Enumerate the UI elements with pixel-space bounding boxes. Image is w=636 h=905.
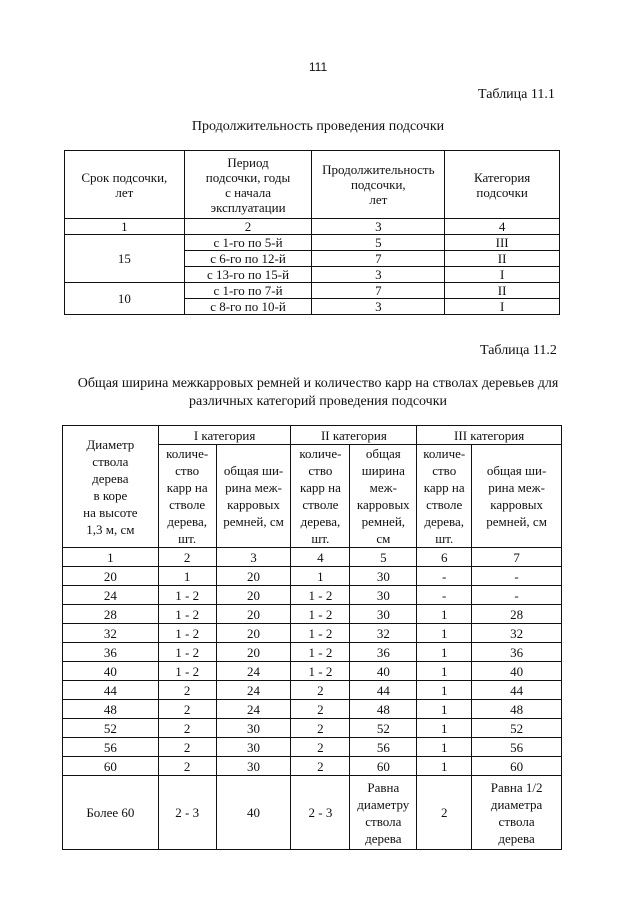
header-line: общая ши- [486,463,547,478]
c2-width-cell [350,776,417,850]
table-row [63,757,562,776]
period-cell: с 8-го по 10-й [184,299,312,315]
column-number: 1 [63,548,159,567]
term-cell: 15 [65,235,185,283]
header-c1-count [158,445,216,548]
duration-table [64,150,560,315]
table-row [63,567,562,586]
c1-width-cell: 24 [216,681,291,700]
header-c3-count [417,445,472,548]
header-line: 1,3 м, см [86,521,135,537]
category-cell: I [445,267,560,283]
title-line: различных категорий проведения подсочки [188,394,448,409]
table1-title: Продолжительность проведения подсочки [191,119,445,134]
c2-count-cell: 1 - 2 [291,624,350,643]
diameter-cell: 32 [63,624,159,643]
c1-width-cell: 20 [216,624,291,643]
c2-width-cell: 56 [350,738,417,757]
table1-label: Таблица 11.1 [478,87,555,102]
c3-width-cell: 36 [472,643,562,662]
cell-line: ствола [498,813,535,829]
cell-line: Равна 1/2 [490,779,543,795]
header-line: дерева, [167,514,207,529]
header-line: количе- [423,446,466,461]
c3-count-cell: 1 [417,738,472,757]
category-cell: II [445,251,560,267]
c3-count-cell: 1 [417,700,472,719]
header-c3-width [472,445,562,548]
page-number: 111 [308,60,328,74]
header-line: карр на [299,480,341,495]
c2-width-cell: 30 [350,605,417,624]
header-line: с начала [225,184,271,200]
header-line: ремней, [361,514,406,529]
column-number: 4 [445,219,560,235]
category-cell: I [445,299,560,315]
c3-count-cell: 1 [417,624,472,643]
category-cell: III [445,235,560,251]
column-number: 4 [291,548,350,567]
c3-count-cell: 1 [417,643,472,662]
c3-count-cell: - [417,586,472,605]
diameter-cell: 48 [63,700,159,719]
column-number: 1 [65,219,185,235]
c2-width-cell: 32 [350,624,417,643]
diameter-cell: 24 [63,586,159,605]
c3-width-cell: 48 [472,700,562,719]
c3-width-cell: 52 [472,719,562,738]
header-line: меж- [369,480,397,495]
header-line: Продолжительность [322,162,435,177]
diameter-cell: 20 [63,567,159,586]
c1-width-cell: 40 [216,776,291,850]
c3-width-cell: 40 [472,662,562,681]
header-line: общая [365,446,401,461]
header-line: в коре [93,487,128,503]
diameter-cell: 60 [63,757,159,776]
c2-count-cell: 2 [291,757,350,776]
header-line: дерева, [424,514,465,529]
header-line: карр на [166,480,208,495]
c1-width-cell: 30 [216,719,291,738]
header-line: карр на [423,480,465,495]
table-row [63,586,562,605]
c3-width-cell: 32 [472,624,562,643]
header-line: ство [175,463,200,478]
cell-line: дерева [365,830,402,846]
cell-line: диаметру [357,796,410,812]
header-line: Диаметр [86,436,135,452]
duration-cell: 7 [312,251,445,267]
c2-count-cell: 2 [291,719,350,738]
table-row [65,235,560,251]
c2-width-cell: 52 [350,719,417,738]
column-number: 3 [216,548,291,567]
c2-count-cell: 2 [291,738,350,757]
header-category-1: I категория [158,426,291,445]
header-c1-width [216,445,291,548]
header-line: стволе [426,497,463,512]
c1-width-cell: 30 [216,738,291,757]
c3-width-cell: - [472,567,562,586]
header-line: шт. [178,531,197,546]
c2-width-cell: 48 [350,700,417,719]
c1-count-cell: 1 - 2 [158,643,216,662]
header-c2-count [291,445,350,548]
c2-count-cell: 1 - 2 [291,605,350,624]
c2-count-cell: 2 [291,700,350,719]
c3-count-cell: 1 [417,681,472,700]
c2-width-cell: 44 [350,681,417,700]
header-line: лет [369,192,388,207]
c3-count-cell: 1 [417,662,472,681]
table-row [63,681,562,700]
c1-width-cell: 30 [216,757,291,776]
header-line: шт. [435,531,454,546]
c1-width-cell: 24 [216,662,291,681]
table-row [63,776,562,850]
term-cell: 10 [65,283,185,315]
header-line: ширина [361,463,405,478]
c1-width-cell: 20 [216,586,291,605]
c3-width-cell: 44 [472,681,562,700]
diameter-cell: 52 [63,719,159,738]
header-line: см [376,531,391,546]
c2-width-cell: 40 [350,662,417,681]
duration-cell: 3 [312,267,445,283]
diameter-cell: Более 60 [63,776,159,850]
header-c2-width [350,445,417,548]
header-line: ремней, см [223,514,284,529]
header-line: на высоте [83,504,138,520]
header-line: карровых [227,497,280,512]
table-row [63,643,562,662]
diameter-cell: 40 [63,662,159,681]
c3-width-cell: 28 [472,605,562,624]
c1-count-cell: 1 - 2 [158,624,216,643]
c1-width-cell: 24 [216,700,291,719]
header-line: дерева, [300,514,341,529]
c2-count-cell: 1 - 2 [291,643,350,662]
c2-width-cell: 30 [350,567,417,586]
table-row [63,624,562,643]
c3-width-cell: - [472,586,562,605]
header-line: стволе [302,497,339,512]
header-line: количе- [299,446,342,461]
column-number: 3 [312,219,445,235]
header-category [445,151,560,219]
c3-count-cell: 1 [417,719,472,738]
header-duration [312,151,445,219]
header-line: подсочки, годы [205,169,291,185]
period-cell: с 1-го по 7-й [184,283,312,299]
table-row [63,719,562,738]
header-category-2: II категория [291,426,417,445]
c1-count-cell: 2 [158,757,216,776]
c1-width-cell: 20 [216,605,291,624]
c2-count-cell: 1 - 2 [291,586,350,605]
cell-line: дерева [498,830,535,846]
header-period [184,151,312,219]
header-line: подсочки, [350,177,406,192]
c1-count-cell: 2 [158,700,216,719]
header-line: ремней, см [486,514,547,529]
header-line: общая ши- [223,463,284,478]
header-line: количе- [166,446,209,461]
header-line: рина меж- [225,480,282,495]
cell-line: ствола [365,813,402,829]
cell-line: Равна [367,779,400,795]
header-line: Период [227,154,269,170]
header-line: ство [432,463,457,478]
table-row [63,700,562,719]
c2-width-cell: 30 [350,586,417,605]
c2-width-cell: 36 [350,643,417,662]
column-number: 6 [417,548,472,567]
c1-count-cell: 2 [158,681,216,700]
table2-title [40,375,596,411]
c3-count-cell: 2 [417,776,472,850]
header-line: шт. [311,531,330,546]
diameter-cell: 56 [63,738,159,757]
header-line: карровых [356,497,410,512]
c3-count-cell: - [417,567,472,586]
header-term [65,151,185,219]
c1-count-cell: 2 [158,719,216,738]
c3-width-cell: 56 [472,738,562,757]
header-line: рина меж- [488,480,545,495]
header-line: подсочки [476,184,528,200]
header-line: Категория [473,169,531,185]
c3-count-cell: 1 [417,757,472,776]
c1-count-cell: 2 - 3 [158,776,216,850]
header-line: эксплуатации [210,199,286,215]
header-line: лет [115,184,134,200]
period-cell: с 1-го по 5-й [184,235,312,251]
header-diameter [63,426,159,548]
table-row [63,605,562,624]
c3-width-cell: 60 [472,757,562,776]
duration-cell: 3 [312,299,445,315]
c2-count-cell: 2 - 3 [291,776,350,850]
table-row [63,662,562,681]
header-line: Срок подсочки, [81,169,168,185]
header-line: ство [308,463,333,478]
duration-cell: 5 [312,235,445,251]
c1-count-cell: 2 [158,738,216,757]
table2-label: Таблица 11.2 [480,343,557,358]
title-line: Общая ширина межкарровых ремней и количество карр на стволах деревьев для [77,376,559,391]
column-number: 2 [184,219,312,235]
c2-count-cell: 1 - 2 [291,662,350,681]
category-cell: II [445,283,560,299]
c1-count-cell: 1 - 2 [158,662,216,681]
diameter-cell: 44 [63,681,159,700]
period-cell: с 6-го по 12-й [184,251,312,267]
tapping-width-table [62,425,562,850]
c2-width-cell: 60 [350,757,417,776]
column-number: 5 [350,548,417,567]
table-row [65,283,560,299]
duration-cell: 7 [312,283,445,299]
c1-width-cell: 20 [216,567,291,586]
header-line: карровых [490,497,543,512]
cell-line: диаметра [490,796,543,812]
diameter-cell: 36 [63,643,159,662]
header-category-3: III категория [417,426,562,445]
c1-count-cell: 1 - 2 [158,586,216,605]
c2-count-cell: 1 [291,567,350,586]
header-line: дерева [92,470,129,486]
period-cell: с 13-го по 15-й [184,267,312,283]
column-number: 2 [158,548,216,567]
c1-width-cell: 20 [216,643,291,662]
c3-width-cell [472,776,562,850]
c3-count-cell: 1 [417,605,472,624]
header-line: стволе [169,497,206,512]
header-line: ствола [92,453,129,469]
c1-count-cell: 1 - 2 [158,605,216,624]
column-number: 7 [472,548,562,567]
c2-count-cell: 2 [291,681,350,700]
diameter-cell: 28 [63,605,159,624]
c1-count-cell: 1 [158,567,216,586]
table-row [63,738,562,757]
